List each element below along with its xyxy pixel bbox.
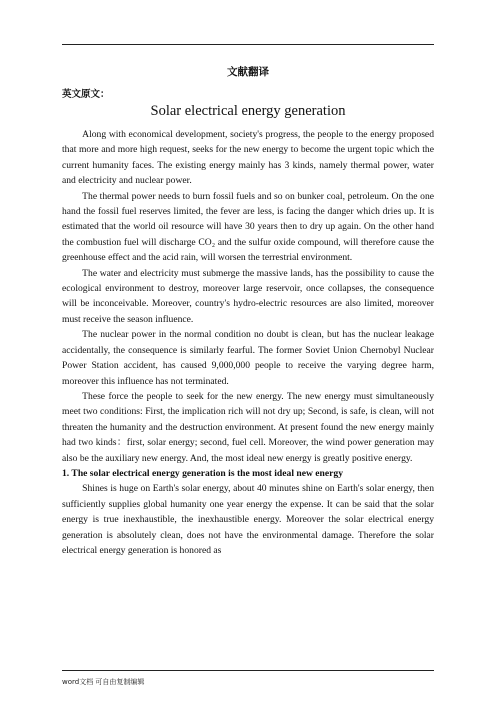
- paragraph: The water and electricity must submerge the massive lands, has the possibility to cause the ecological environment to destroy, moreover large reservoir, once collapses, the consequence will be inconceivable. Moreover, country's hydro-electric resources are also limited, moreover must receive the season influence.: [62, 267, 434, 325]
- header-rule: [62, 44, 434, 45]
- paragraph: Shines is huge on Earth's solar energy, about 40 minutes shine on Earth's solar energy, then sufficiently supplies global humanity one year energy the expense. It can be said that the solar energy is true inexhaustible, the inexhaustible energy. Moreover the solar electrical energy generation is absolutely clean, does not have the environmental damage. Therefore the solar electrical energy generation is honored as: [62, 483, 434, 556]
- document-title: 文献翻译: [227, 66, 269, 78]
- footer-rule: [62, 670, 434, 671]
- section-heading: 1. The solar electrical energy generation is the most ideal new energy: [62, 467, 344, 479]
- footer-text: word文档 可自由复制编辑: [62, 678, 145, 686]
- paragraph: These force the people to seek for the new energy. The new energy must simultaneously meet two conditions: First, the implication rich will not dry up; Second, is safe, is clean, will not threaten the humanity and the destruction environment. At present found the new energy mainly had two kinds：first, solar energy; second, fuel cell. Moreover, the wind power generation may also be the auxiliary new energy. And, the most ideal new energy is greatly positive energy.: [62, 390, 434, 464]
- paragraph: The nuclear power in the normal condition no doubt is clean, but has the nuclear leakage accidentally, the consequence is similarly fearful. The former Soviet Union Chernobyl Nuclear Power Station accident, has caused 9,000,000 people to receive the varying degree harm, moreover this influence has not terminated.: [62, 329, 434, 387]
- section-label: 英文原文：: [62, 89, 110, 100]
- body-text: [62, 127, 434, 558]
- paper-title: Solar electrical energy generation: [150, 103, 346, 119]
- paragraph: The thermal power needs to burn fossil fuels and so on bunker coal, petroleum. On the one hand the fossil fuel reserves limited, the fever are less, is facing the danger which dries up. It is estimated that the world oil resource will have 30 years then to dry up again. On the other hand the combustion fuel will discharge CO₂ and the sulfur oxide compound, will therefore cause the greenhouse effect and the acid rain, will worsen the terrestrial environment.: [62, 190, 434, 264]
- paragraph: Along with economical development, society's progress, the people to the energy proposed that more and more high request, seeks for the new energy to become the urgent topic which the current humanity faces. The existing energy mainly has 3 kinds, namely thermal power, water and electricity and nuclear power.: [62, 129, 434, 187]
